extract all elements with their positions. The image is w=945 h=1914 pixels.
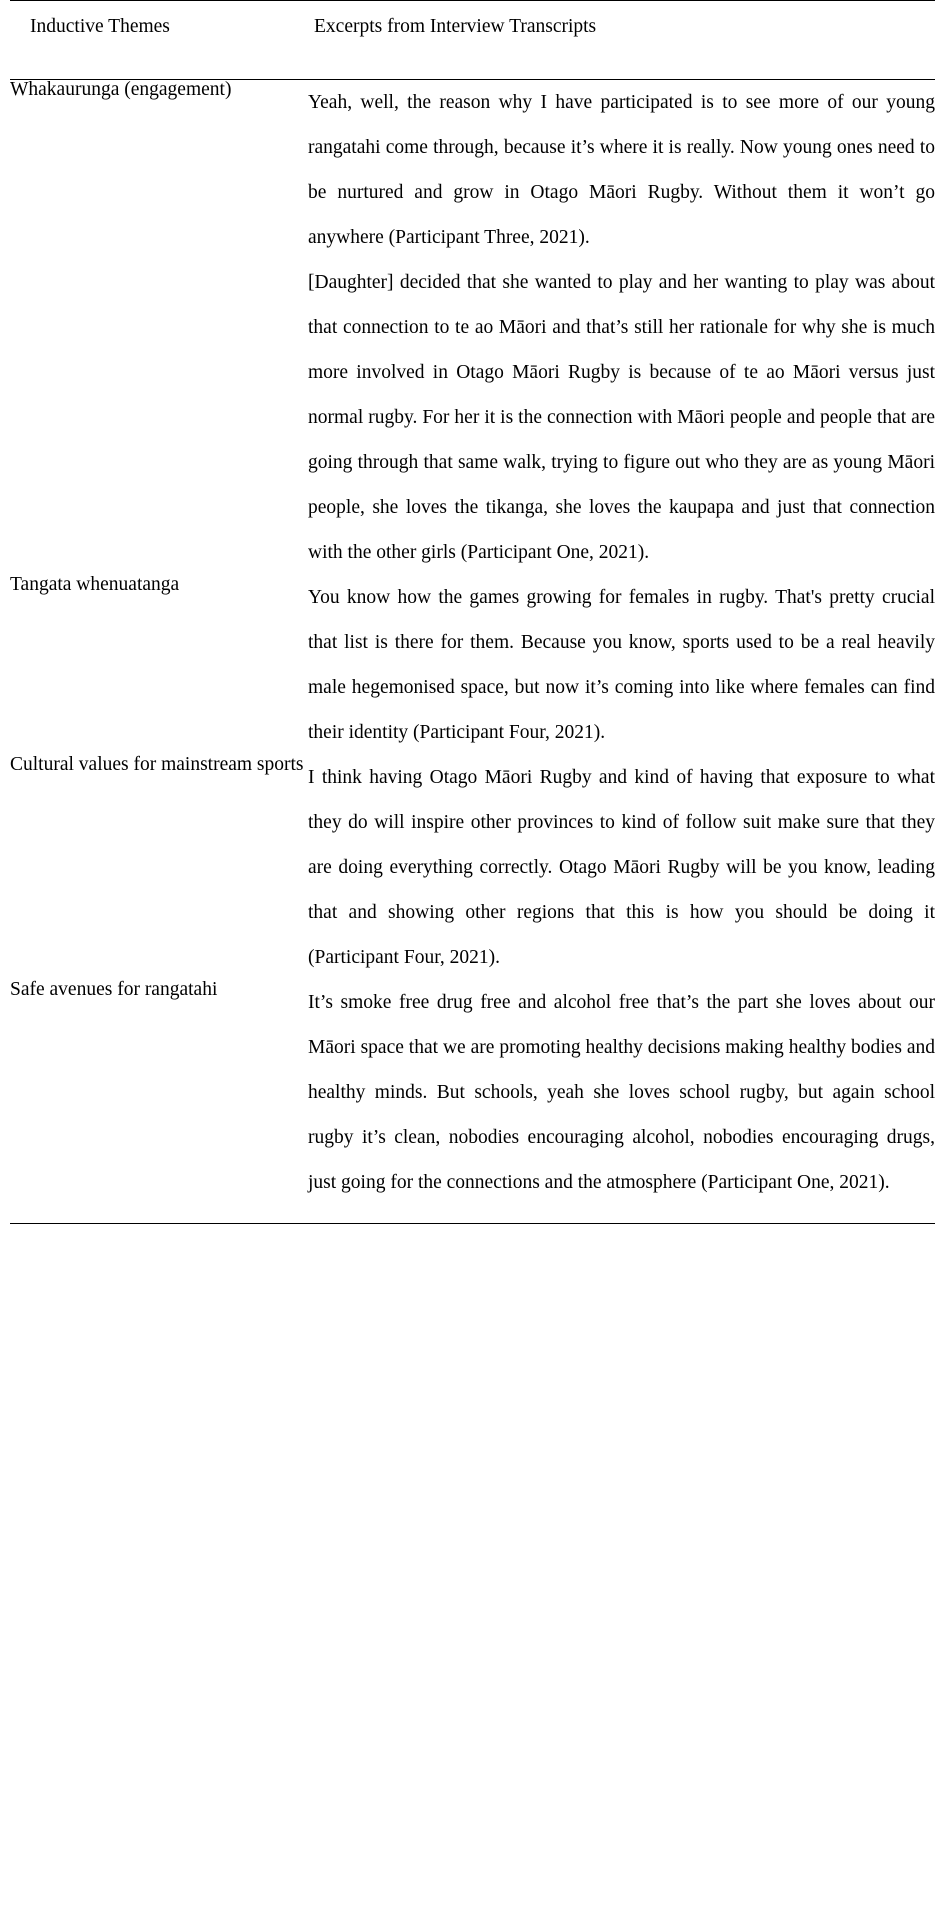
table-body	[10, 80, 935, 1225]
theme-label: Whakaurunga (engagement)	[10, 79, 232, 101]
excerpt-paragraph: Yeah, well, the reason why I have participated is to see more of our young rangatahi come through, because it’s where it is really. Now young ones need to be nurtured and grow in Otago Māori Rugby. Without them it won’t go anywhere (Participant Three, 2021).	[308, 92, 935, 249]
table-bottom-rule	[10, 1224, 935, 1225]
inductive-themes-table	[10, 0, 935, 1224]
rule-segment-left	[10, 1224, 308, 1225]
table-header	[10, 1, 935, 80]
table-row	[10, 755, 935, 980]
theme-cell	[10, 755, 308, 980]
excerpt-paragraph: [Daughter] decided that she wanted to play and her wanting to play was about that connection to te ao Māori and that’s still her rationale for why she is much more involved in Otago Māori Rugby is because of te ao Māori versus just normal rugby. For her it is the connection with Māori people and people that are going through that same walk, trying to figure out who they are as young Māori people, she loves the tikanga, she loves the kaupapa and just that connection with the other girls (Participant One, 2021).	[308, 272, 935, 564]
excerpt-cell	[308, 980, 935, 1224]
column-header-inductive-themes: Inductive Themes	[10, 1, 308, 80]
excerpt-cell	[308, 80, 935, 576]
excerpt-paragraph: I think having Otago Māori Rugby and kind of having that exposure to what they do will inspire other provinces to kind of follow suit make sure that they are doing everything correctly. Otago Māori Rugby will be you know, leading that and showing other regions that this is how you should be doing it (Participant Four, 2021).	[308, 767, 935, 969]
rule-segment-right	[308, 1224, 935, 1225]
table-row	[10, 80, 935, 576]
theme-cell	[10, 80, 308, 576]
excerpt-cell	[308, 755, 935, 980]
table-row	[10, 575, 935, 755]
excerpt-cell	[308, 575, 935, 755]
column-header-excerpts: Excerpts from Interview Transcripts	[308, 1, 935, 80]
excerpt-paragraph: It’s smoke free drug free and alcohol free that’s the part she loves about our Māori space that we are promoting healthy decisions making healthy bodies and healthy minds. But schools, yeah she loves school rugby, but again school rugby it’s clean, nobodies encouraging alcohol, nobodies encouraging drugs, just going for the connections and the atmosphere (Participant One, 2021).	[308, 992, 935, 1194]
theme-cell	[10, 980, 308, 1224]
table-row	[10, 980, 935, 1224]
theme-label: Tangata whenuatanga	[10, 574, 180, 596]
table-header-row	[10, 1, 935, 80]
theme-cell	[10, 575, 308, 755]
theme-label: Cultural values for mainstream sports	[10, 754, 304, 776]
theme-label: Safe avenues for rangatahi	[10, 979, 218, 1001]
excerpt-paragraph: You know how the games growing for females in rugby. That's pretty crucial that list is there for them. Because you know, sports used to be a real heavily male hegemonised space, but now it’s coming into like where females can find their identity (Participant Four, 2021).	[308, 587, 935, 744]
